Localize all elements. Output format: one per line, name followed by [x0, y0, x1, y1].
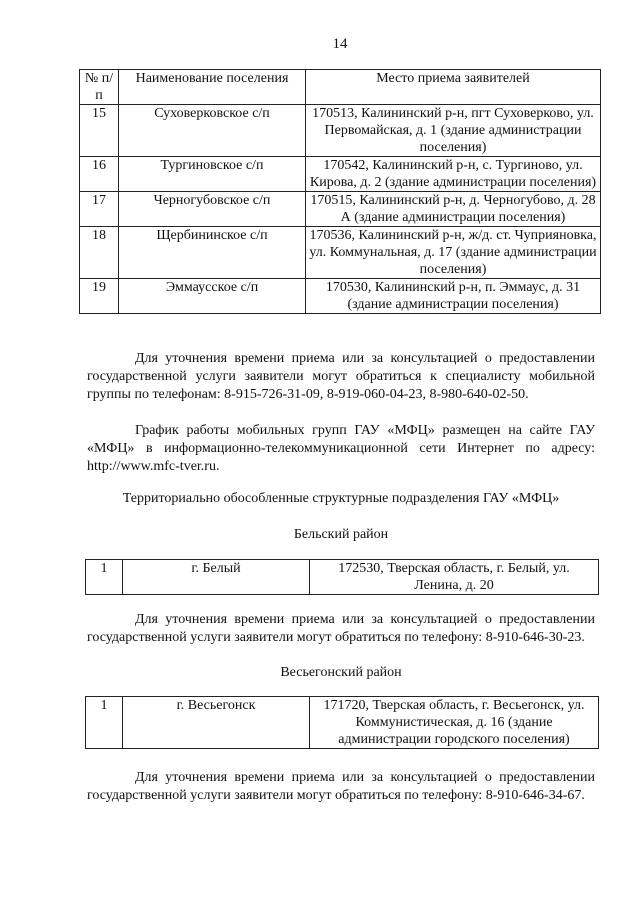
- vesyegonsk-table: [85, 696, 599, 749]
- table-row: [80, 227, 601, 279]
- settlements-table: [79, 69, 601, 314]
- row-num: 17: [80, 192, 119, 227]
- vesyegonsk-note-text: Для уточнения времени приема или за консультацией о предоставлении государственной услуги заявители могут обратиться по телефону: 8-910-646-34-67.: [87, 770, 595, 803]
- district-heading-belyi: Бельский район: [293, 527, 389, 542]
- mobile-contact-text: Для уточнения времени приема или за консультацией о предоставлении государственной услуги заявители могут обратиться к специалисту мобильной группы по телефонам: 8-915-726-31-09, 8-919-060-04-23, 8-980-640-02-50.: [87, 351, 595, 402]
- header-place: Место приема заявителей: [306, 70, 601, 105]
- mobile-contact-paragraph: [87, 350, 595, 404]
- row-place: 170515, Калининский р-н, д. Черногубово, д. 28 А (здание администрации поселения): [306, 192, 601, 227]
- district-heading-vesyegonsk: Весьегонский район: [280, 665, 402, 680]
- row-num: 16: [80, 157, 119, 192]
- belyi-note-text: Для уточнения времени приема или за консультацией о предоставлении государственной услуги заявители могут обратиться по телефону: 8-910-646-30-23.: [87, 612, 595, 645]
- table-row: [86, 560, 599, 595]
- header-num: № п/п: [80, 70, 119, 105]
- row-settlement: г. Весьегонск: [123, 697, 310, 749]
- row-settlement: Тургиновское с/п: [119, 157, 306, 192]
- row-num: 1: [86, 697, 123, 749]
- row-settlement: Суховерковское с/п: [119, 105, 306, 157]
- row-place: 170536, Калининский р-н, ж/д. ст. Чуприяновка, ул. Коммунальная, д. 17 (здание администрации поселения): [306, 227, 601, 279]
- row-num: 1: [86, 560, 123, 595]
- schedule-text: График работы мобильных групп ГАУ «МФЦ» размещен на сайте ГАУ «МФЦ» в информационно-телекоммуникационной сети Интернет по адресу: http://www.mfc-tver.ru.: [87, 423, 595, 474]
- vesyegonsk-note: [87, 769, 595, 805]
- row-num: 19: [80, 279, 119, 314]
- row-place: 171720, Тверская область, г. Весьегонск, ул. Коммунистическая, д. 16 (здание администрации городского поселения): [310, 697, 599, 749]
- table-row: [80, 157, 601, 192]
- belyi-table: [85, 559, 599, 595]
- row-settlement: Эммаусское с/п: [119, 279, 306, 314]
- row-settlement: Черногубовское с/п: [119, 192, 306, 227]
- row-num: 18: [80, 227, 119, 279]
- row-place: 170513, Калининский р-н, пгт Суховерково, ул. Первомайская, д. 1 (здание администрации поселения): [306, 105, 601, 157]
- schedule-paragraph: [87, 422, 595, 476]
- table-row: [86, 697, 599, 749]
- row-place: 172530, Тверская область, г. Белый, ул. Ленина, д. 20: [310, 560, 599, 595]
- header-settlement: Наименование поселения: [119, 70, 306, 105]
- row-place: 170542, Калининский р-н, с. Тургиново, ул. Кирова, д. 2 (здание администрации поселения): [306, 157, 601, 192]
- page-number: 14: [332, 36, 348, 52]
- row-settlement: Щербининское с/п: [119, 227, 306, 279]
- table-row: [80, 279, 601, 314]
- row-place: 170530, Калининский р-н, п. Эммаус, д. 31 (здание администрации поселения): [306, 279, 601, 314]
- table-header-row: [80, 70, 601, 105]
- table-row: [80, 192, 601, 227]
- belyi-note: [87, 611, 595, 647]
- row-settlement: г. Белый: [123, 560, 310, 595]
- section-heading: Территориально обособленные структурные подразделения ГАУ «МФЦ»: [122, 491, 560, 506]
- row-num: 15: [80, 105, 119, 157]
- table-row: [80, 105, 601, 157]
